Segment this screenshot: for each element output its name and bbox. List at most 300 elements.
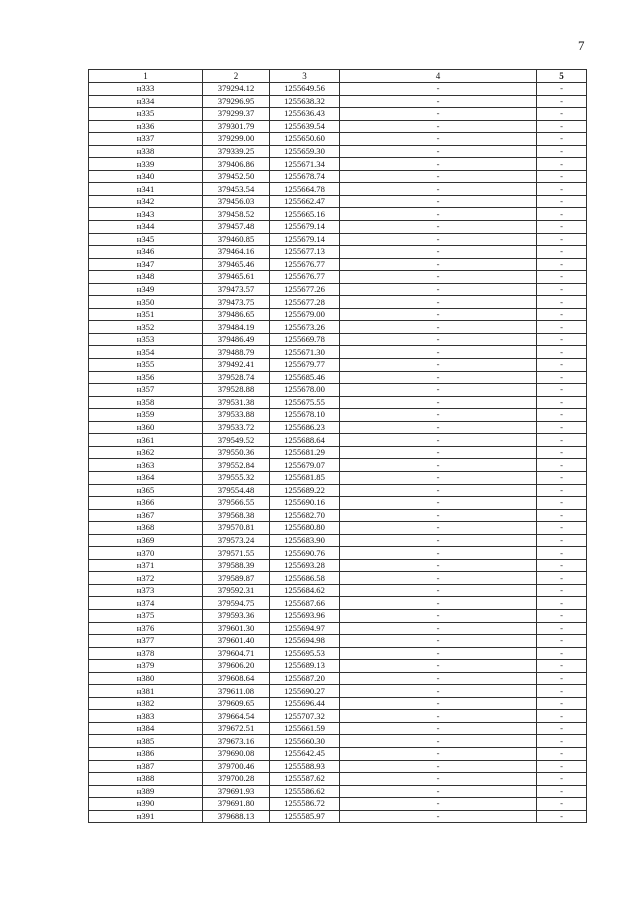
point-id-cell: н336 <box>89 120 203 133</box>
point-id-cell: н358 <box>89 396 203 409</box>
y-coordinate-cell: 1255677.28 <box>270 296 340 309</box>
column-5-cell: - <box>537 647 587 660</box>
point-id-cell: н340 <box>89 170 203 183</box>
column-5-cell: - <box>537 108 587 121</box>
column-5-cell: - <box>537 459 587 472</box>
x-coordinate-cell: 379301.79 <box>203 120 270 133</box>
table-row <box>89 95 587 108</box>
column-5-cell: - <box>537 609 587 622</box>
point-id-cell: н368 <box>89 522 203 535</box>
x-coordinate-cell: 379589.87 <box>203 572 270 585</box>
column-4-cell: - <box>340 459 537 472</box>
point-id-cell: н337 <box>89 133 203 146</box>
y-coordinate-cell: 1255679.77 <box>270 359 340 372</box>
x-coordinate-cell: 379593.36 <box>203 609 270 622</box>
table-row <box>89 471 587 484</box>
table-row <box>89 559 587 572</box>
point-id-cell: н356 <box>89 371 203 384</box>
column-4-cell: - <box>340 359 537 372</box>
table-row <box>89 83 587 96</box>
y-coordinate-cell: 1255586.72 <box>270 798 340 811</box>
y-coordinate-cell: 1255684.62 <box>270 584 340 597</box>
y-coordinate-cell: 1255681.29 <box>270 446 340 459</box>
column-4-cell: - <box>340 672 537 685</box>
column-5-cell: - <box>537 283 587 296</box>
column-5-cell: - <box>537 195 587 208</box>
x-coordinate-cell: 379566.55 <box>203 497 270 510</box>
point-id-cell: н342 <box>89 195 203 208</box>
x-coordinate-cell: 379484.19 <box>203 321 270 334</box>
column-5-cell: - <box>537 246 587 259</box>
table-row <box>89 396 587 409</box>
column-4-cell: - <box>340 434 537 447</box>
point-id-cell: н390 <box>89 798 203 811</box>
x-coordinate-cell: 379473.75 <box>203 296 270 309</box>
y-coordinate-cell: 1255686.23 <box>270 421 340 434</box>
table-row <box>89 459 587 472</box>
x-coordinate-cell: 379690.08 <box>203 747 270 760</box>
column-4-cell: - <box>340 471 537 484</box>
column-4-cell: - <box>340 333 537 346</box>
column-4-cell: - <box>340 446 537 459</box>
point-id-cell: н353 <box>89 333 203 346</box>
table-row <box>89 446 587 459</box>
column-4-cell: - <box>340 522 537 535</box>
point-id-cell: н381 <box>89 685 203 698</box>
table-header-row <box>89 70 587 83</box>
column-5-cell: - <box>537 120 587 133</box>
column-5-cell: - <box>537 735 587 748</box>
table-row <box>89 685 587 698</box>
column-5-cell: - <box>537 522 587 535</box>
point-id-cell: н383 <box>89 710 203 723</box>
column-5-cell: - <box>537 509 587 522</box>
point-id-cell: н366 <box>89 497 203 510</box>
y-coordinate-cell: 1255687.66 <box>270 597 340 610</box>
y-coordinate-cell: 1255677.26 <box>270 283 340 296</box>
y-coordinate-cell: 1255642.45 <box>270 747 340 760</box>
point-id-cell: н344 <box>89 221 203 234</box>
column-5-cell: - <box>537 434 587 447</box>
column-4-cell: - <box>340 735 537 748</box>
column-4-cell: - <box>340 509 537 522</box>
y-coordinate-cell: 1255680.80 <box>270 522 340 535</box>
column-4-cell: - <box>340 559 537 572</box>
point-id-cell: н384 <box>89 722 203 735</box>
x-coordinate-cell: 379299.37 <box>203 108 270 121</box>
column-5-cell: - <box>537 572 587 585</box>
x-coordinate-cell: 379465.46 <box>203 258 270 271</box>
table-row <box>89 333 587 346</box>
column-4-cell: - <box>340 635 537 648</box>
column-4-cell: - <box>340 108 537 121</box>
column-5-cell: - <box>537 321 587 334</box>
point-id-cell: н376 <box>89 622 203 635</box>
table-row <box>89 672 587 685</box>
page-number: 7 <box>578 38 585 53</box>
point-id-cell: н341 <box>89 183 203 196</box>
column-5-cell: - <box>537 359 587 372</box>
column-5-cell: - <box>537 547 587 560</box>
y-coordinate-cell: 1255687.20 <box>270 672 340 685</box>
column-4-cell: - <box>340 195 537 208</box>
x-coordinate-cell: 379528.88 <box>203 384 270 397</box>
table-row <box>89 195 587 208</box>
point-id-cell: н346 <box>89 246 203 259</box>
column-5-cell: - <box>537 785 587 798</box>
table-row <box>89 584 587 597</box>
table-row <box>89 145 587 158</box>
y-coordinate-cell: 1255677.13 <box>270 246 340 259</box>
x-coordinate-cell: 379296.95 <box>203 95 270 108</box>
y-coordinate-cell: 1255664.78 <box>270 183 340 196</box>
table-row <box>89 246 587 259</box>
x-coordinate-cell: 379533.72 <box>203 421 270 434</box>
table-row <box>89 308 587 321</box>
column-4-cell: - <box>340 208 537 221</box>
y-coordinate-cell: 1255649.56 <box>270 83 340 96</box>
table-row <box>89 296 587 309</box>
table-row <box>89 747 587 760</box>
column-header-5: 5 <box>537 70 587 83</box>
x-coordinate-cell: 379531.38 <box>203 396 270 409</box>
column-5-cell: - <box>537 221 587 234</box>
column-5-cell: - <box>537 258 587 271</box>
point-id-cell: н349 <box>89 283 203 296</box>
point-id-cell: н333 <box>89 83 203 96</box>
table-row <box>89 597 587 610</box>
x-coordinate-cell: 379601.30 <box>203 622 270 635</box>
point-id-cell: н343 <box>89 208 203 221</box>
column-4-cell: - <box>340 660 537 673</box>
table-row <box>89 622 587 635</box>
y-coordinate-cell: 1255694.98 <box>270 635 340 648</box>
y-coordinate-cell: 1255707.32 <box>270 710 340 723</box>
column-4-cell: - <box>340 609 537 622</box>
point-id-cell: н338 <box>89 145 203 158</box>
column-header-2: 2 <box>203 70 270 83</box>
point-id-cell: н369 <box>89 534 203 547</box>
point-id-cell: н334 <box>89 95 203 108</box>
x-coordinate-cell: 379460.85 <box>203 233 270 246</box>
y-coordinate-cell: 1255669.78 <box>270 333 340 346</box>
table-row <box>89 660 587 673</box>
y-coordinate-cell: 1255693.96 <box>270 609 340 622</box>
column-5-cell: - <box>537 471 587 484</box>
column-5-cell: - <box>537 497 587 510</box>
point-id-cell: н391 <box>89 810 203 823</box>
y-coordinate-cell: 1255688.64 <box>270 434 340 447</box>
table-row <box>89 371 587 384</box>
table-row <box>89 233 587 246</box>
column-4-cell: - <box>340 183 537 196</box>
x-coordinate-cell: 379299.00 <box>203 133 270 146</box>
point-id-cell: н354 <box>89 346 203 359</box>
table-row <box>89 409 587 422</box>
y-coordinate-cell: 1255585.97 <box>270 810 340 823</box>
column-5-cell: - <box>537 208 587 221</box>
column-4-cell: - <box>340 296 537 309</box>
column-4-cell: - <box>340 283 537 296</box>
column-5-cell: - <box>537 296 587 309</box>
coordinates-table <box>88 69 587 823</box>
column-4-cell: - <box>340 484 537 497</box>
y-coordinate-cell: 1255650.60 <box>270 133 340 146</box>
column-4-cell: - <box>340 722 537 735</box>
x-coordinate-cell: 379700.46 <box>203 760 270 773</box>
table-row <box>89 534 587 547</box>
x-coordinate-cell: 379533.88 <box>203 409 270 422</box>
y-coordinate-cell: 1255587.62 <box>270 773 340 786</box>
y-coordinate-cell: 1255678.10 <box>270 409 340 422</box>
column-5-cell: - <box>537 446 587 459</box>
table-row <box>89 120 587 133</box>
x-coordinate-cell: 379492.41 <box>203 359 270 372</box>
column-4-cell: - <box>340 409 537 422</box>
table-row <box>89 221 587 234</box>
x-coordinate-cell: 379604.71 <box>203 647 270 660</box>
table-row <box>89 572 587 585</box>
column-4-cell: - <box>340 747 537 760</box>
point-id-cell: н388 <box>89 773 203 786</box>
column-4-cell: - <box>340 421 537 434</box>
point-id-cell: н335 <box>89 108 203 121</box>
point-id-cell: н372 <box>89 572 203 585</box>
column-5-cell: - <box>537 559 587 572</box>
table-row <box>89 735 587 748</box>
point-id-cell: н361 <box>89 434 203 447</box>
column-4-cell: - <box>340 221 537 234</box>
column-5-cell: - <box>537 722 587 735</box>
column-header-4: 4 <box>340 70 537 83</box>
table-row <box>89 697 587 710</box>
x-coordinate-cell: 379601.40 <box>203 635 270 648</box>
column-5-cell: - <box>537 133 587 146</box>
column-5-cell: - <box>537 597 587 610</box>
y-coordinate-cell: 1255636.43 <box>270 108 340 121</box>
x-coordinate-cell: 379464.16 <box>203 246 270 259</box>
table-row <box>89 321 587 334</box>
point-id-cell: н371 <box>89 559 203 572</box>
x-coordinate-cell: 379691.93 <box>203 785 270 798</box>
x-coordinate-cell: 379592.31 <box>203 584 270 597</box>
column-5-cell: - <box>537 635 587 648</box>
point-id-cell: н389 <box>89 785 203 798</box>
point-id-cell: н339 <box>89 158 203 171</box>
column-4-cell: - <box>340 597 537 610</box>
y-coordinate-cell: 1255683.90 <box>270 534 340 547</box>
column-4-cell: - <box>340 233 537 246</box>
x-coordinate-cell: 379488.79 <box>203 346 270 359</box>
y-coordinate-cell: 1255659.30 <box>270 145 340 158</box>
column-5-cell: - <box>537 584 587 597</box>
point-id-cell: н360 <box>89 421 203 434</box>
table-row <box>89 158 587 171</box>
y-coordinate-cell: 1255671.30 <box>270 346 340 359</box>
x-coordinate-cell: 379486.65 <box>203 308 270 321</box>
table-row <box>89 722 587 735</box>
column-4-cell: - <box>340 773 537 786</box>
column-5-cell: - <box>537 409 587 422</box>
table-body <box>89 83 587 823</box>
table-row <box>89 484 587 497</box>
column-4-cell: - <box>340 321 537 334</box>
x-coordinate-cell: 379688.13 <box>203 810 270 823</box>
y-coordinate-cell: 1255678.74 <box>270 170 340 183</box>
column-4-cell: - <box>340 371 537 384</box>
y-coordinate-cell: 1255665.16 <box>270 208 340 221</box>
x-coordinate-cell: 379549.52 <box>203 434 270 447</box>
x-coordinate-cell: 379691.80 <box>203 798 270 811</box>
x-coordinate-cell: 379570.81 <box>203 522 270 535</box>
column-5-cell: - <box>537 697 587 710</box>
y-coordinate-cell: 1255679.07 <box>270 459 340 472</box>
table-row <box>89 283 587 296</box>
column-4-cell: - <box>340 798 537 811</box>
table-row <box>89 609 587 622</box>
x-coordinate-cell: 379473.57 <box>203 283 270 296</box>
column-5-cell: - <box>537 233 587 246</box>
column-5-cell: - <box>537 760 587 773</box>
table-row <box>89 760 587 773</box>
point-id-cell: н350 <box>89 296 203 309</box>
column-5-cell: - <box>537 484 587 497</box>
point-id-cell: н375 <box>89 609 203 622</box>
column-4-cell: - <box>340 534 537 547</box>
column-4-cell: - <box>340 647 537 660</box>
column-4-cell: - <box>340 170 537 183</box>
column-header-3: 3 <box>270 70 340 83</box>
table-row <box>89 434 587 447</box>
column-5-cell: - <box>537 773 587 786</box>
y-coordinate-cell: 1255676.77 <box>270 271 340 284</box>
table-row <box>89 710 587 723</box>
column-4-cell: - <box>340 572 537 585</box>
x-coordinate-cell: 379611.08 <box>203 685 270 698</box>
column-4-cell: - <box>340 810 537 823</box>
x-coordinate-cell: 379673.16 <box>203 735 270 748</box>
column-5-cell: - <box>537 83 587 96</box>
column-4-cell: - <box>340 158 537 171</box>
y-coordinate-cell: 1255671.34 <box>270 158 340 171</box>
column-4-cell: - <box>340 308 537 321</box>
column-4-cell: - <box>340 760 537 773</box>
table-row <box>89 183 587 196</box>
point-id-cell: н359 <box>89 409 203 422</box>
column-5-cell: - <box>537 672 587 685</box>
column-5-cell: - <box>537 622 587 635</box>
column-4-cell: - <box>340 785 537 798</box>
x-coordinate-cell: 379457.48 <box>203 221 270 234</box>
column-4-cell: - <box>340 584 537 597</box>
column-5-cell: - <box>537 158 587 171</box>
column-4-cell: - <box>340 710 537 723</box>
column-5-cell: - <box>537 145 587 158</box>
y-coordinate-cell: 1255696.44 <box>270 697 340 710</box>
point-id-cell: н352 <box>89 321 203 334</box>
table-row <box>89 133 587 146</box>
point-id-cell: н378 <box>89 647 203 660</box>
column-4-cell: - <box>340 145 537 158</box>
column-4-cell: - <box>340 258 537 271</box>
table-row <box>89 170 587 183</box>
table-row <box>89 547 587 560</box>
table-row <box>89 785 587 798</box>
y-coordinate-cell: 1255638.32 <box>270 95 340 108</box>
point-id-cell: н365 <box>89 484 203 497</box>
column-5-cell: - <box>537 95 587 108</box>
x-coordinate-cell: 379486.49 <box>203 333 270 346</box>
table-row <box>89 258 587 271</box>
point-id-cell: н382 <box>89 697 203 710</box>
x-coordinate-cell: 379573.24 <box>203 534 270 547</box>
column-4-cell: - <box>340 685 537 698</box>
column-header-1: 1 <box>89 70 203 83</box>
column-4-cell: - <box>340 497 537 510</box>
point-id-cell: н367 <box>89 509 203 522</box>
table-row <box>89 635 587 648</box>
point-id-cell: н362 <box>89 446 203 459</box>
x-coordinate-cell: 379465.61 <box>203 271 270 284</box>
column-4-cell: - <box>340 547 537 560</box>
column-4-cell: - <box>340 95 537 108</box>
column-5-cell: - <box>537 333 587 346</box>
column-5-cell: - <box>537 810 587 823</box>
x-coordinate-cell: 379606.20 <box>203 660 270 673</box>
point-id-cell: н387 <box>89 760 203 773</box>
column-4-cell: - <box>340 346 537 359</box>
y-coordinate-cell: 1255660.30 <box>270 735 340 748</box>
x-coordinate-cell: 379453.54 <box>203 183 270 196</box>
table-row <box>89 647 587 660</box>
column-5-cell: - <box>537 710 587 723</box>
point-id-cell: н351 <box>89 308 203 321</box>
point-id-cell: н379 <box>89 660 203 673</box>
column-4-cell: - <box>340 83 537 96</box>
y-coordinate-cell: 1255690.76 <box>270 547 340 560</box>
column-4-cell: - <box>340 697 537 710</box>
x-coordinate-cell: 379609.65 <box>203 697 270 710</box>
y-coordinate-cell: 1255679.14 <box>270 233 340 246</box>
x-coordinate-cell: 379700.28 <box>203 773 270 786</box>
y-coordinate-cell: 1255676.77 <box>270 258 340 271</box>
x-coordinate-cell: 379452.50 <box>203 170 270 183</box>
x-coordinate-cell: 379552.84 <box>203 459 270 472</box>
column-5-cell: - <box>537 308 587 321</box>
column-5-cell: - <box>537 396 587 409</box>
x-coordinate-cell: 379555.32 <box>203 471 270 484</box>
x-coordinate-cell: 379294.12 <box>203 83 270 96</box>
y-coordinate-cell: 1255639.54 <box>270 120 340 133</box>
y-coordinate-cell: 1255693.28 <box>270 559 340 572</box>
y-coordinate-cell: 1255694.97 <box>270 622 340 635</box>
point-id-cell: н357 <box>89 384 203 397</box>
y-coordinate-cell: 1255679.14 <box>270 221 340 234</box>
x-coordinate-cell: 379528.74 <box>203 371 270 384</box>
y-coordinate-cell: 1255673.26 <box>270 321 340 334</box>
column-4-cell: - <box>340 396 537 409</box>
column-4-cell: - <box>340 133 537 146</box>
x-coordinate-cell: 379672.51 <box>203 722 270 735</box>
column-4-cell: - <box>340 271 537 284</box>
y-coordinate-cell: 1255681.85 <box>270 471 340 484</box>
column-5-cell: - <box>537 371 587 384</box>
point-id-cell: н373 <box>89 584 203 597</box>
y-coordinate-cell: 1255679.00 <box>270 308 340 321</box>
column-5-cell: - <box>537 271 587 284</box>
column-4-cell: - <box>340 120 537 133</box>
x-coordinate-cell: 379456.03 <box>203 195 270 208</box>
